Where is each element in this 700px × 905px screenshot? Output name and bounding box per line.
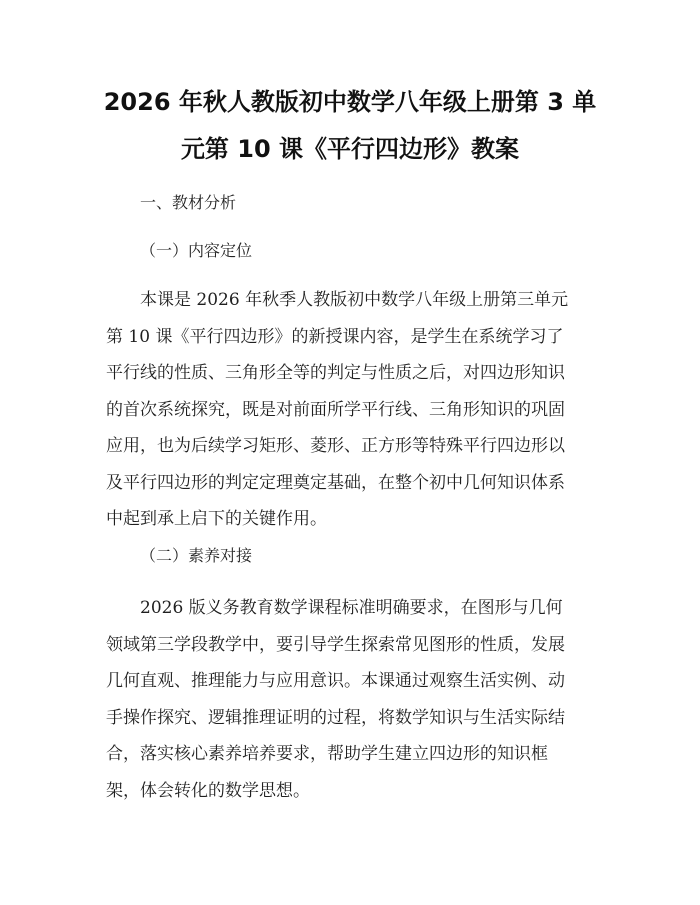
paragraph-line: 2026 版义务教育数学课程标准明确要求，在图形与几何 bbox=[140, 598, 563, 618]
paragraph-line: 几何直观、推理能力与应用意识。本课通过观察生活实例、动 bbox=[106, 671, 565, 691]
paragraph-line: 及平行四边形的判定定理奠定基础，在整个初中几何知识体系 bbox=[106, 472, 565, 493]
document-title-line-2: 元第 10 课《平行四边形》教案 bbox=[180, 135, 520, 163]
paragraph-line: 应用，也为后续学习矩形、菱形、正方形等特殊平行四边形以 bbox=[106, 436, 565, 456]
paragraph-content-positioning bbox=[106, 282, 606, 538]
document-title-line-1: 2026 年秋人教版初中数学八年级上册第 3 单 bbox=[103, 88, 597, 116]
subsection-heading-literacy-alignment: （二）素养对接 bbox=[140, 546, 253, 565]
subsection-heading-content-positioning: （一）内容定位 bbox=[140, 241, 253, 260]
paragraph-literacy-alignment bbox=[106, 590, 606, 809]
paragraph-line: 架，体会转化的数学思想。 bbox=[106, 780, 310, 801]
section-heading-teaching-material-analysis: 一、教材分析 bbox=[140, 193, 237, 212]
paragraph-line: 领域第三学段教学中，要引导学生探索常见图形的性质，发展 bbox=[106, 634, 565, 655]
paragraph-line: 手操作探究、逻辑推理证明的过程，将数学知识与生活实际结 bbox=[106, 707, 565, 728]
paragraph-line: 合，落实核心素养培养要求，帮助学生建立四边形的知识框 bbox=[106, 744, 548, 764]
paragraph-line: 第 10 课《平行四边形》的新授课内容，是学生在系统学习了 bbox=[106, 326, 564, 347]
paragraph-line: 中起到承上启下的关键作用。 bbox=[106, 509, 327, 529]
paragraph-line: 平行线的性质、三角形全等的判定与性质之后，对四边形知识 bbox=[106, 363, 565, 383]
paragraph-line: 的首次系统探究，既是对前面所学平行线、三角形知识的巩固 bbox=[106, 399, 565, 420]
paragraph-line: 本课是 2026 年秋季人教版初中数学八年级上册第三单元 bbox=[140, 290, 569, 310]
